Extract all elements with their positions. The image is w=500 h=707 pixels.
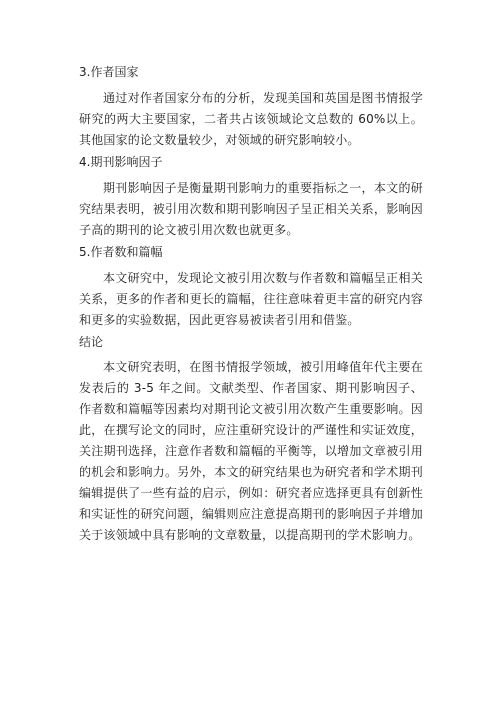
section-body-impact-factor: 期刊影响因子是衡量期刊影响力的重要指标之一，本文的研究结果表明，被引用次数和期刊影响因子呈正相关关系，影响因子高的期刊的论文被引用次数也就更多。	[79, 181, 423, 237]
section-heading-conclusion: 结论	[79, 335, 104, 349]
section-body-authors-length: 本文研究中，发现论文被引用次数与作者数和篇幅呈正相关关系，更多的作者和更长的篇幅，往往意味着更丰富的研究内容和更多的实验数据，因此更容易被读者引用和借鉴。	[79, 271, 423, 327]
section-body-author-country: 通过对作者国家分布的分析，发现美国和英国是图书情报学研究的两大主要国家，二者共占该领域论文总数的 60%以上。其他国家的论文数量较少，对领域的研究影响较小。	[79, 91, 423, 147]
section-heading-authors-length: 5.作者数和篇幅	[79, 245, 163, 259]
section-heading-impact-factor: 4.期刊影响因子	[79, 155, 163, 169]
section-heading-author-country: 3.作者国家	[79, 65, 139, 79]
section-body-conclusion: 本文研究表明，在图书情报学领域，被引用峰值年代主要在发表后的 3-5 年之间。文献类型、作者国家、期刊影响因子、作者数和篇幅等因素均对期刊论文被引用次数产生重要影响。因此，在撰写论文的同时，应注重研究设计的严谨性和实证效度，关注期刊选择，注意作者数和篇幅的平衡等，以增加文章被引用的机会和影响力。另外，本文的研究结果也为研究者和学术期刊编辑提供了一些有益的启示，例如：研究者应选择更具有创新性和实证性的研究问题，编辑则应注意提高期刊的影响因子并增加关于该领域中具有影响的文章数量，以提高期刊的学术影响力。	[79, 360, 423, 542]
